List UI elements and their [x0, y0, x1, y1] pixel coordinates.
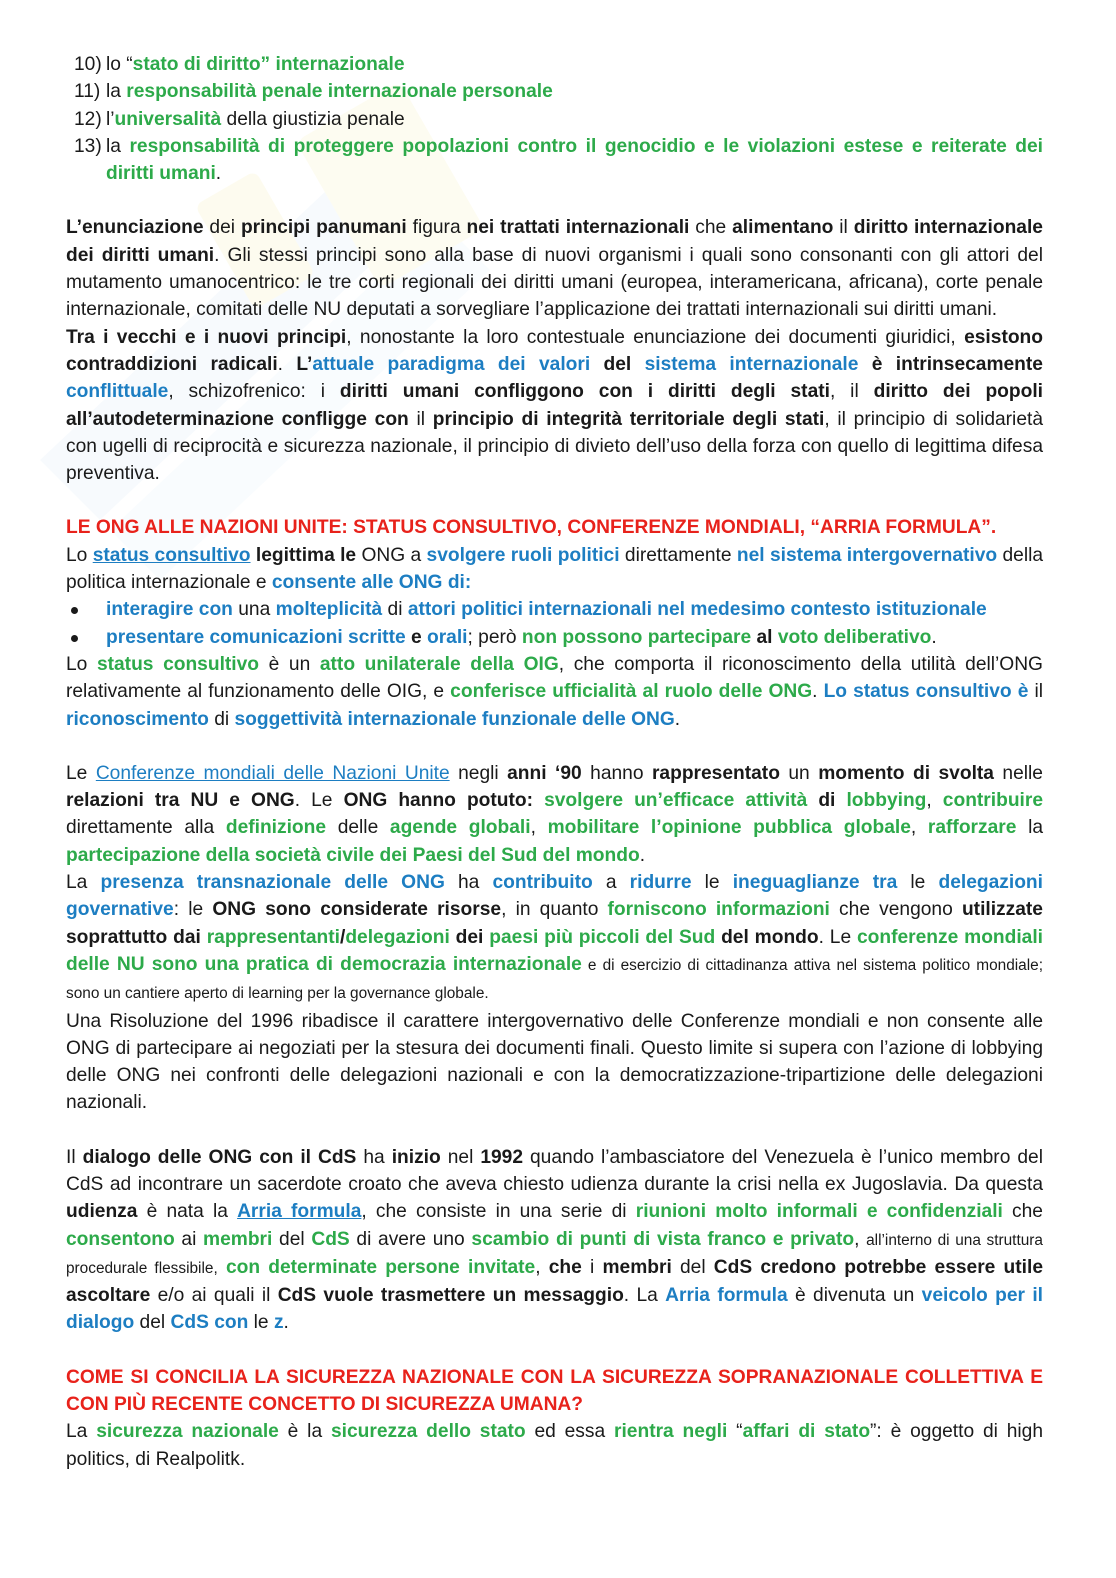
bullet-icon	[71, 635, 78, 642]
conferenze-link[interactable]: Conferenze mondiali delle Nazioni Unite	[95, 762, 450, 784]
section-heading-sicurezza: COME SI CONCILIA LA SICUREZZA NAZIONALE CON LA SICUREZZA SOPRANAZIONALE COLLETTIVA E CON PIÙ RECENTE CONCETTO DI SICUREZZA UMANA?	[66, 1366, 1043, 1416]
list-item: 11) la responsabilità penale internazionale personale	[74, 81, 553, 103]
paragraph-atto-unilaterale: Lo status consultivo è un atto unilaterale della OIG, che comporta il riconoscimento della utilità dell’ONG relativamente al funzionamento delle OIG, e conferisce ufficialità al ruolo delle ONG. Lo status consultivo è il riconoscimento di soggettività internazionale funzionale delle ONG.	[66, 653, 1043, 730]
paragraph-principles: L’enunciazione dei principi panumani figura nei trattati internazionali che alimentano il diritto internazionale dei diritti umani. Gli stessi principi sono alla base di nuovi organismi i quali sono consonanti con gli attori del mutamento umanocentrico: le tre corti regionali dei diritti umani (europea, interamericana, africana), corte penale internazionale, comitati delle NU deputati a sorvegliare l’applicazione dei trattati internazionali sui diritti umani.	[66, 217, 1043, 321]
list-item: interagire con una molteplicità di attori politici internazionali nel medesimo contesto istituzionale	[66, 596, 1043, 623]
paragraph-presenza: La presenza transnazionale delle ONG ha contribuito a ridurre le ineguaglianze tra le delegazioni governative: le ONG sono considerate risorse, in quanto forniscono informazioni che vengono utilizzate soprattutto dai rappresentanti/delegazioni dei paesi più piccoli del Sud del mondo. Le conferenze mondiali delle NU sono una pratica di democrazia internazionale e di esercizio di cittadinanza attiva nel sistema politico mondiale; sono un cantiere aperto di learning per la governance globale.	[66, 872, 1044, 1003]
paragraph-status-consultivo: Lo status consultivo legittima le ONG a svolgere ruoli politici direttamente nel sistema intergovernativo della politica internazionale e consente alle ONG di:	[66, 544, 1044, 594]
paragraph-risoluzione: Una Risoluzione del 1996 ribadisce il carattere intergovernativo delle Conferenze mondiali e non consente alle ONG di partecipare ai negoziati per la stesura dei documenti finali. Questo limite si supera con l’azione di lobbying delle ONG nei confronti delle delegazioni nazionali e con la democratizzazione-tripartizione delle delegazioni nazionali.	[66, 1010, 1043, 1114]
principles-list	[66, 51, 1043, 187]
paragraph-arria: Il dialogo delle ONG con il CdS ha inizio nel 1992 quando l’ambasciatore del Venezuela è l’unico membro del CdS ad incontrare un sacerdote croato che aveva chiesto udienza durante la crisi nella ex Jugoslavia. Da questa udienza è nata la Arria formula, che consiste in una serie di riunioni molto informali e confidenziali che consentono ai membri del CdS di avere uno scambio di punti di vista franco e privato, all’interno di una struttura procedurale flessibile, con determinate persone invitate, che i membri del CdS credono potrebbe essere utile ascoltare e/o ai quali il CdS vuole trasmettere un messaggio. La Arria formula è divenuta un veicolo per il dialogo del CdS con le z.	[66, 1146, 1043, 1334]
list-item: presentare comunicazioni scritte e orali; però non possono partecipare al voto deliberativo.	[66, 624, 1043, 651]
document-body	[66, 51, 1043, 1473]
section-heading-ong: LE ONG ALLE NAZIONI UNITE: STATUS CONSULTIVO, CONFERENZE MONDIALI, “ARRIA FORMULA”.	[66, 517, 997, 539]
paragraph-conferenze: Le Conferenze mondiali delle Nazioni Unite negli anni ‘90 hanno rappresentato un momento di svolta nelle relazioni tra NU e ONG. Le ONG hanno potuto: svolgere un’efficace attività di lobbying, contribuire direttamente alla definizione delle agende globali, mobilitare l’opinione pubblica globale, rafforzare la partecipazione della società civile dei Paesi del Sud del mondo.	[66, 762, 1044, 866]
list-item: 10) lo “stato di diritto” internazionale	[74, 54, 405, 75]
arria-formula-link[interactable]: Arria formula	[237, 1201, 362, 1223]
paragraph-sicurezza-nazionale: La sicurezza nazionale è la sicurezza dello stato ed essa rientra negli “affari di stato”: è oggetto di high politics, di Realpolitk.	[66, 1421, 1043, 1470]
paragraph-contradictions: Tra i vecchi e i nuovi principi, nonostante la loro contestuale enunciazione dei documenti giuridici, esistono contraddizioni radicali. L’attuale paradigma dei valori del sistema internazionale è intrinsecamente conflittuale, schizofrenico: i diritti umani confliggono con i diritti degli stati, il diritto dei popoli all’autodeterminazione confligge con il principio di integrità territoriale degli stati, il principio di solidarietà con ugelli di reciprocità e sicurezza nazionale, il principio di divieto dell’uso della forza con quello di legittima difesa preventiva.	[66, 326, 1043, 485]
list-item: 13) la responsabilità di proteggere popolazioni contro il genocidio e le violazioni estese e reiterate dei diritti umani.	[74, 135, 1043, 185]
bullet-icon	[71, 607, 78, 614]
bullet-list	[66, 596, 1043, 651]
list-item: 12) l’universalità della giustizia penale	[74, 108, 405, 130]
